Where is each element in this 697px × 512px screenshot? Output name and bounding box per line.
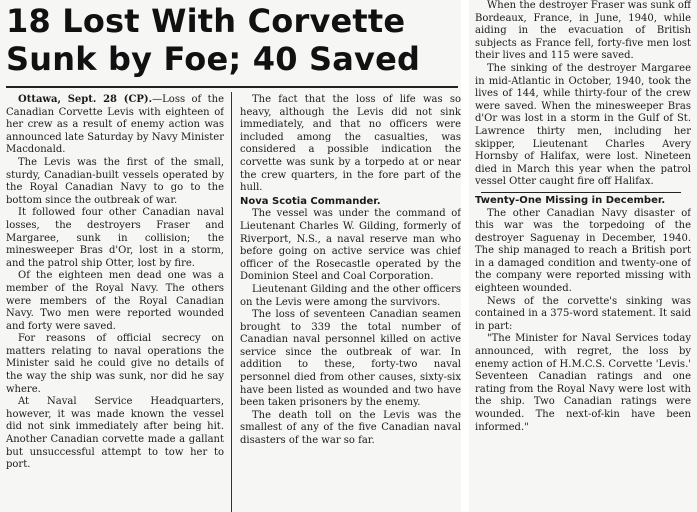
subhead-nova-scotia: Nova Scotia Commander. <box>240 195 381 207</box>
headline <box>6 2 461 78</box>
paragraph: The death toll on the Levis was the smallest of any of the five Canadian naval disasters of the war so far. <box>240 409 461 447</box>
paragraph: The other Canadian Navy disaster of this war was the torpedoing of the destroyer Saguenay in December, 1940. The ship managed to reach a British port in a damaged condition and twenty-one of the company were reported missing with eighteen wounded. <box>475 207 691 295</box>
paragraph: When the destroyer Fraser was sunk off Bordeaux, France, in June, 1940, while aiding in the evacuation of British subjects as France fell, forty-five men lost their lives and 115 were saved. <box>475 0 691 62</box>
paragraph: "The Minister for Naval Services today announced, with regret, the loss by enemy action of H.M.C.S. Corvette 'Levis.' Seventeen Canadian ratings and one rating from the Royal Navy were lost with the ship. Two Canadian ratings were wounded. The next-of-kin have been informed." <box>475 333 691 433</box>
paragraph: For reasons of official secrecy on matters relating to naval operations the Minister said he could give no details of the way the ship was sunk, nor did he say where. <box>6 333 224 395</box>
column-2 <box>240 94 461 512</box>
subhead-twenty-one-missing: Twenty-One Missing in December. <box>475 194 666 206</box>
paragraph: The loss of seventeen Canadian seamen brought to 339 the total number of Canadian naval personnel killed on active service since the outbreak of war. In addition to these, forty-two naval personnel died from other causes, sixty-six have been listed as wounded and two have been taken prisoners by the enemy. <box>240 309 461 409</box>
headline-line-1: 18 Lost With Corvette <box>6 2 406 40</box>
paragraph: The sinking of the destroyer Margaree in mid-Atlantic in October, 1940, took the lives of 144, while thirty-four of the crew were saved. When the minesweeper Bras d'Or was lost in a storm in the Gulf of St. Lawrence thirty men, including her skipper, Lieutenant Charles Avery Hornsby of Halifax, were lost. Nineteen died in March this year when the patrol vessel Otter caught fire off Halifax. <box>475 62 691 188</box>
paragraph: The Levis was the first of the small, sturdy, Canadian-built vessels operated by the Royal Canadian Navy to go to the bottom since the outbreak of war. <box>6 156 224 206</box>
column-divider <box>231 92 232 512</box>
paragraph: News of the corvette's sinking was contained in a 375-word statement. It said in part: <box>475 295 691 332</box>
paragraph: At Naval Service Headquarters, however, it was made known the vessel did not sink immediately after being hit. Another Canadian corvette made a gallant but unsuccessful attempt to tow her to port. <box>6 396 224 471</box>
paragraph: It followed four other Canadian naval losses, the destroyers Fraser and Margaree, sunk in collision; the minesweeper Bras d'Or, lost in a storm, and the patrol ship Otter, lost by fire. <box>6 207 224 269</box>
paragraph: The fact that the loss of life was so heavy, although the Levis did not sink immediately, and that no officers were included among the casualties, was considered a possible indication the corvette was sunk by a torpedo at or near the crew quarters, in the fore part of the hull. <box>240 94 461 194</box>
column-3 <box>475 0 691 512</box>
section-rule <box>481 192 681 193</box>
clipping-gap <box>461 0 469 512</box>
right-clipping <box>469 0 697 512</box>
paragraph: Of the eighteen men dead one was a member of the Royal Navy. The others were members of the Royal Canadian Navy. Two men were reported wounded and forty were saved. <box>6 270 224 332</box>
lead-text: —Loss of the Canadian Corvette Levis with eighteen of her crew as a result of enemy action was announced late Saturday by Navy Minister Macdonald. <box>6 94 224 156</box>
headline-line-2: Sunk by Foe; 40 Saved <box>6 40 421 78</box>
headline-rule <box>6 86 458 88</box>
dateline: Ottawa, Sept. 28 (CP). <box>18 94 153 105</box>
paragraph: Lieutenant Gilding and the other officers on the Levis were among the survivors. <box>240 283 461 308</box>
lead-paragraph <box>6 94 224 157</box>
paragraph: The vessel was under the command of Lieutenant Charles W. Gilding, formerly of Riverport, N.S., a naval reserve man who before going on active service was chief officer of the Rosecastle operated by the Dominion Steel and Coal Corporation. <box>240 208 461 283</box>
column-1 <box>6 94 224 512</box>
